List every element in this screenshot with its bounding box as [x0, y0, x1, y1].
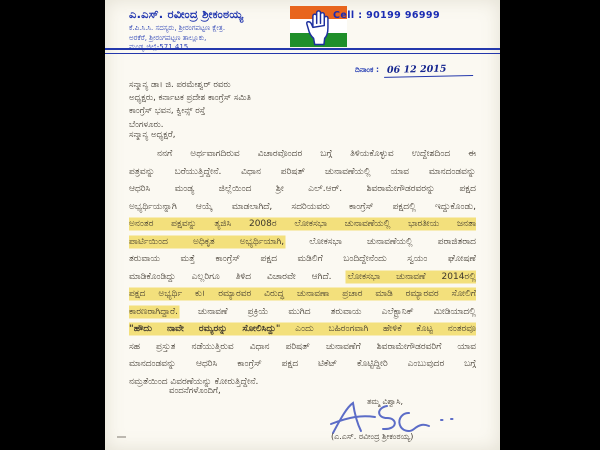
highlighted-text: ಅನಂತರ ಪಕ್ಷವನ್ನು ತ್ಯಜಿಸಿ 2008ರ ಲೋಕಸಭಾ ಚುನಾವಣೆಯಲ್ಲಿ ಭಾರತೀಯ ಜನತಾ [129, 219, 476, 229]
sender-name: ಎ.ಎಸ್. ರವೀಂದ್ರ ಶ್ರೀಕಂಠಯ್ಯ [129, 7, 244, 21]
body-text [129, 146, 476, 391]
sender-address-line: ಮಂಡ್ಯ ಜಿಲ್ಲೆ-571 415. [129, 43, 191, 51]
body-text-segment: ಚುನಾವಣೆ ಪ್ರಕ್ರಿಯೆ ಮುಗಿದ ತರುವಾಯ ಎಲೆಕ್ಟ್ರಾನಿಕ್ ಮೀಡಿಯಾದಲ್ಲಿ [178, 306, 476, 317]
body-text-segment: ಆಧರಿಸಿ ಮಂಡ್ಯ ಜಿಲ್ಲೆಯಿಂದ ಶ್ರೀ ಎಲ್.ಆರ್. ಶಿವರಾಮೇಗೌಡರವರನ್ನು ಪಕ್ಷದ [129, 184, 476, 194]
body-text-segment: ಮಾನದಂಡವನ್ನು ಆಧರಿಸಿ ಕಾಂಗ್ರೆಸ್ ಪಕ್ಷದ ಟಿಕೆಟ್ ಕೊಟ್ಟಿದ್ದೀರಿ ಎಂಬುವುದರ ಬಗ್ಗೆ [129, 359, 476, 369]
highlighted-text: ಪಾರ್ಟಿಯಿಂದ ಅಧಿಕೃತ ಅಭ್ಯರ್ಥಿಯಾಗಿ, [129, 236, 285, 247]
body-line [129, 234, 476, 252]
body-line [129, 286, 476, 304]
recipient-line: ಕಾಂಗ್ರೆಸ್ ಭವನ, ಕ್ವೀನ್ಸ್ ರಸ್ತೆ [129, 106, 206, 117]
body-line [129, 304, 476, 322]
highlighted-text: ಕಾರಣರಾಗಿದ್ದಾರೆ. [129, 306, 179, 317]
highlighted-text: ಲೋಕಸಭಾ ಚುನಾವಣೆ 2014ರಲ್ಲಿ [347, 271, 476, 282]
recipient-line: ಅಧ್ಯಕ್ಷರು, ಕರ್ನಾಟಕ ಪ್ರದೇಶ ಕಾಂಗ್ರೆಸ್ ಸಮಿತಿ [129, 93, 251, 104]
body-line [129, 269, 476, 287]
date-label: ದಿನಾಂಕ : [355, 65, 379, 74]
salutation: ಸನ್ಮಾನ್ಯ ಅಧ್ಯಕ್ಷರೆ, [129, 130, 176, 140]
scan-artifact [117, 436, 126, 438]
letter-page [105, 0, 500, 450]
highlighted-text: ಪಕ್ಷದ ಅಭ್ಯರ್ಥಿ ಕು। ರಮ್ಯಾರವರ ವಿರುದ್ಧ ಚುನಾವಣಾ ಪ್ರಚಾರ ಮಾಡಿ ರಮ್ಯಾರವರ ಸೋಲಿಗೆ [129, 289, 476, 299]
highlighted-text: "ಹೌದು ನಾವೇ ರಮ್ಯರನ್ನು ಸೋಲಿಸಿದ್ದು" [129, 324, 281, 334]
highlighted-text: ಎಂದು ಬಹಿರಂಗವಾಗಿ ಹೇಳಿಕೆ ಕೊಟ್ಟ ನಂತರವೂ [280, 324, 476, 334]
letterhead-divider [105, 48, 500, 54]
body-line [129, 356, 476, 374]
body-text-segment: ತರುವಾಯ ಮತ್ತೆ ಕಾಂಗ್ರೆಸ್ ಪಕ್ಷದ ಮಡಿಲಿಗೆ ಬಂದಿದ್ದೇನೆಂದು ಸ್ವಯಂ ಘೋಷಣೆ [129, 254, 476, 264]
sender-address-line: ಕೆ.ಪಿ.ಸಿ.ಸಿ. ಸದಸ್ಯರು, ಶ್ರೀರಂಗಪಟ್ಟಣ ಕ್ಷೇತ್ರ. [129, 24, 226, 32]
body-text-segment: ಪತ್ರವನ್ನು ಬರೆಯುತ್ತಿದ್ದೇನೆ. ವಿಧಾನ ಪರಿಷತ್ ಚುನಾವಣೆಯಲ್ಲಿ ಯಾವ ಮಾನದಂಡವನ್ನು [129, 166, 476, 177]
body-line [129, 251, 476, 269]
body-text-segment: ಸಹ ಪ್ರಸ್ತುತ ನಡೆಯುತ್ತಿರುವ ವಿಧಾನ ಪರಿಷತ್ ಚುನಾವಣೆಗೆ ಶಿವರಾಮೇಗೌಡರವರಿಗೆ ಯಾವ [129, 341, 476, 352]
body-text-segment: ಅಭ್ಯರ್ಥಿಯನ್ನಾಗಿ ಆಯ್ಕೆ ಮಾಡಲಾಗಿದೆ, ಸದರಿಯವರು ಕಾಂಗ್ರೆಸ್ ಪಕ್ಷದಲ್ಲಿ ಇದ್ದುಕೊಂಡು, [129, 201, 476, 212]
sender-address-line: ಅರಕೆರೆ, ಶ್ರೀರಂಗಪಟ್ಟಣ ತಾಲ್ಲೂಕು, [129, 33, 207, 42]
recipient-address [129, 79, 251, 132]
date-handwritten-value: 06 12 2015 [384, 63, 473, 78]
hand-icon [304, 8, 332, 46]
signoff-label: ತಮ್ಮ ವಿಶ್ವಾಸಿ, [367, 397, 404, 406]
body-line [129, 321, 476, 339]
cell-number: Cell : 90199 96999 [333, 10, 440, 21]
body-line [129, 146, 476, 164]
body-text-segment: ಲೋಕಸಭಾ ಚುನಾವಣೆಯಲ್ಲಿ ಪರಾಜಿತರಾದ [284, 236, 476, 247]
body-line [129, 181, 476, 199]
body-line [129, 339, 476, 357]
recipient-line: ಬೆಂಗಳೂರು. [129, 119, 164, 130]
body-text-segment: ನಮ್ರತೆಯಿಂದ ವಿವರಣೆಯನ್ನು ಕೋರುತ್ತಿದ್ದೇನೆ. [129, 376, 259, 387]
closing-line: ವಂದನೆಗಳೊಂದಿಗೆ, [169, 386, 221, 396]
body-line [129, 164, 476, 182]
signer-name: (ಎ.ಎಸ್. ರವೀಂದ್ರ ಶ್ರೀಕಂಠಯ್ಯ) [331, 432, 414, 441]
body-line [129, 216, 476, 234]
body-text-segment: ಮಾಡಿಕೊಂಡಿದ್ದು ಎಲ್ಲರಿಗೂ ತಿಳಿದ ವಿಚಾರವೇ ಆಗಿದೆ. [129, 271, 348, 282]
recipient-line: ಸನ್ಮಾನ್ಯ ಡಾ। ಜಿ. ಪರಮೇಶ್ವರ್ ರವರು [129, 80, 231, 90]
body-text-segment: ನನಗೆ ಅರ್ಥವಾಗದಿರುವ ವಿಚಾರವೊಂದರ ಬಗ್ಗೆ ತಿಳಿಯಕೊಳ್ಳುವ ಉದ್ದೇಶದಿಂದ ಈ [157, 149, 476, 159]
body-line [129, 199, 476, 217]
date-line [355, 57, 473, 77]
signature-handwriting [329, 400, 464, 436]
